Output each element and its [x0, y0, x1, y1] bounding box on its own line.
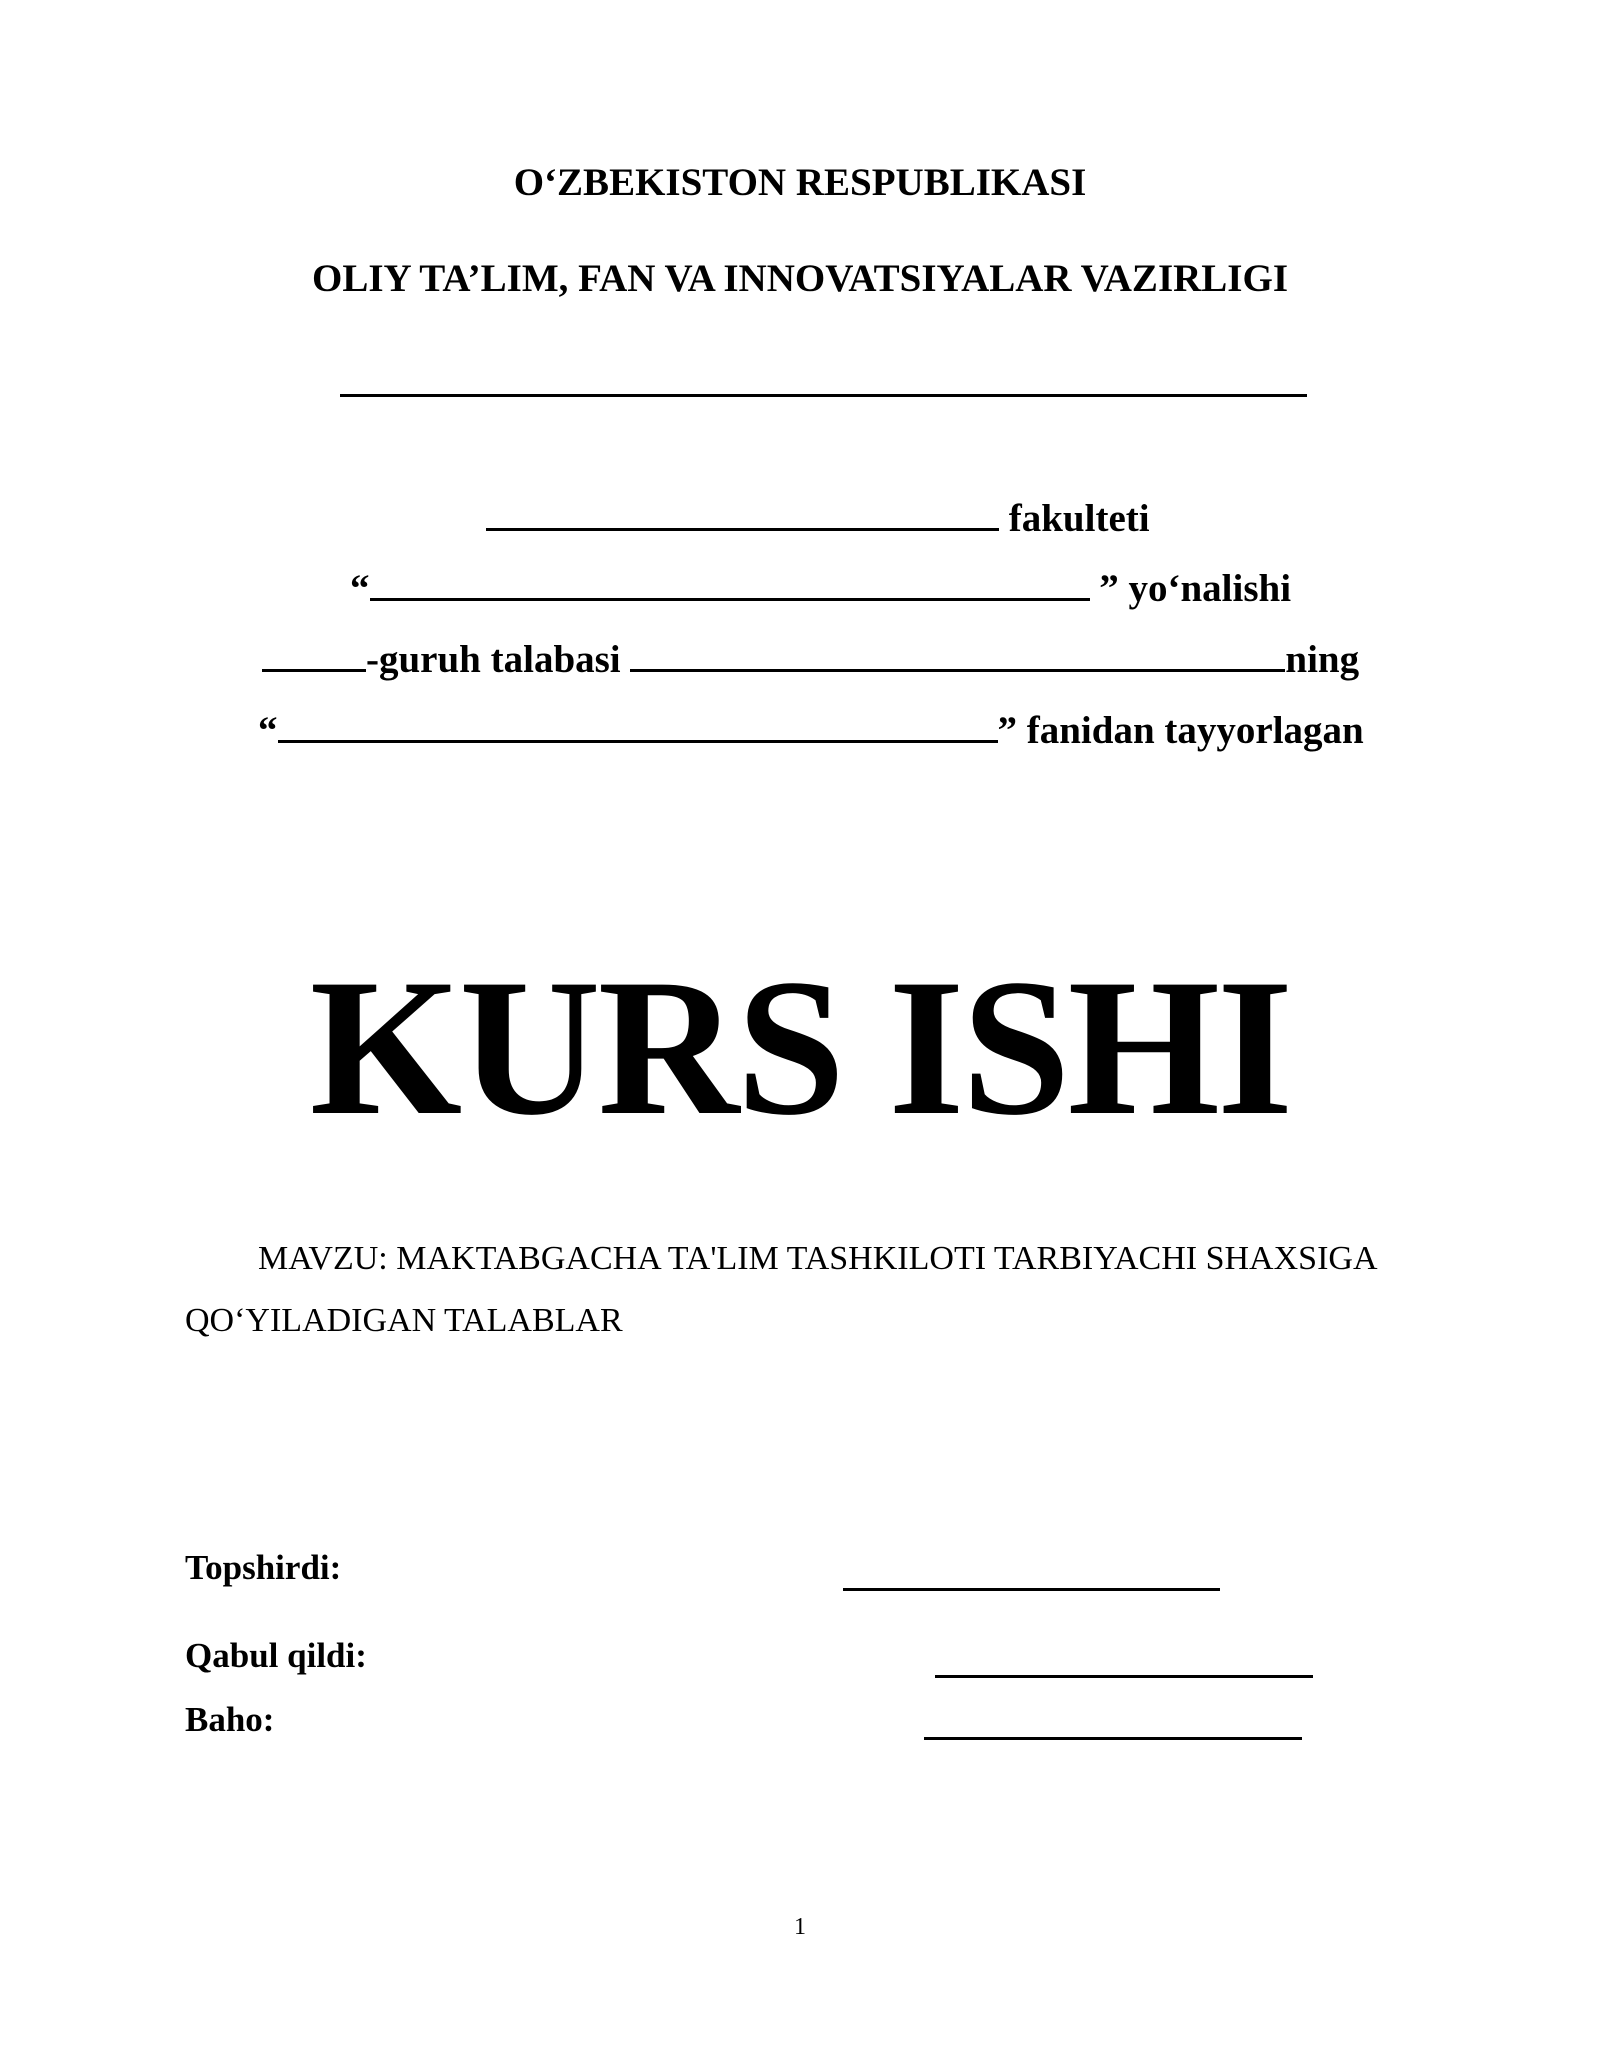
- submitted-signature-line: [843, 1588, 1220, 1591]
- republic-heading: O‘ZBEKISTON RESPUBLIKASI: [513, 161, 1087, 204]
- subject-suffix: ” fanidan tayyorlagan: [997, 709, 1364, 752]
- grade-signature-line: [924, 1737, 1302, 1740]
- ministry-heading: OLIY TA’LIM, FAN VA INNOVATSIYALAR VAZIRLIGI: [312, 257, 1288, 300]
- direction-row: [350, 566, 1291, 611]
- grade-label: Baho:: [185, 1700, 275, 1739]
- accepted-label: Qabul qildi:: [185, 1636, 367, 1675]
- university-blank-line: [340, 394, 1307, 397]
- submitted-label: Topshirdi:: [185, 1548, 342, 1587]
- faculty-blank: [486, 528, 999, 531]
- student-row: [262, 637, 1359, 682]
- direction-suffix: ” yo‘nalishi: [1099, 567, 1292, 610]
- accepted-signature-line: [935, 1675, 1313, 1678]
- subject-row: [258, 708, 1364, 753]
- group-suffix: -guruh talabasi: [366, 638, 621, 681]
- page-number: 1: [794, 1914, 806, 1940]
- topic-line-1: MAVZU: MAKTABGACHA TA'LIM TASHKILOTI TARBIYACHI SHAXSIGA: [258, 1240, 1378, 1277]
- student-suffix: ning: [1285, 638, 1360, 681]
- subject-open-quote: “: [258, 709, 278, 752]
- document-title: KURS ISHI: [309, 939, 1291, 1156]
- group-blank: [262, 669, 366, 672]
- direction-open-quote: “: [350, 567, 370, 610]
- faculty-row: [486, 496, 1150, 541]
- student-name-blank: [630, 669, 1285, 672]
- direction-blank: [370, 598, 1090, 601]
- subject-blank: [278, 740, 998, 743]
- topic-line-2: QO‘YILADIGAN TALABLAR: [185, 1302, 623, 1339]
- faculty-suffix: fakulteti: [1008, 497, 1150, 540]
